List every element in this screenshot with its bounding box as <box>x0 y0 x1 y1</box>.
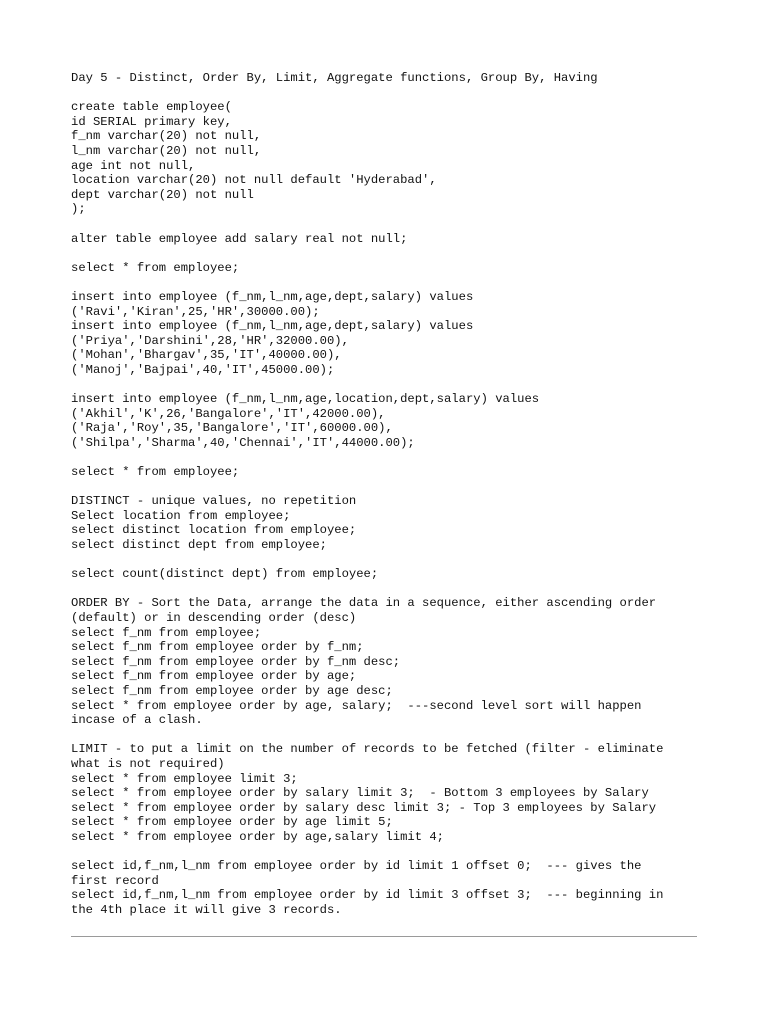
text-line: select distinct dept from employee; <box>71 538 327 552</box>
text-line: insert into employee (f_nm,l_nm,age,dept,salary) values <box>71 289 474 304</box>
section-heading-distinct: DISTINCT - unique values, no repetition <box>71 494 357 509</box>
text-line: select * from employee order by salary limit 3; - Bottom 3 employees by Salary <box>71 786 649 801</box>
text-line: insert into employee (f_nm,l_nm,age,dept,salary) values <box>71 319 474 334</box>
text-line: (default) or in descending order (desc) <box>71 610 357 625</box>
blank-line <box>71 728 697 743</box>
text-line: select f_nm from employee order by age desc; <box>71 683 393 698</box>
text-line: Select location from employee; <box>71 508 291 523</box>
text-line: create table employee( <box>71 100 232 115</box>
text-line: ('Ravi','Kiran',25,'HR',30000.00); <box>71 304 320 319</box>
text-line: select * from employee order by age, salary; ---second level sort will happen <box>71 698 642 713</box>
text-line: incase of a clash. <box>71 713 203 728</box>
text-line: select * from employee order by age limit 5; <box>71 815 393 830</box>
text-line: ('Raja','Roy',35,'Bangalore','IT',60000.00), <box>71 421 393 436</box>
blank-line <box>71 450 697 465</box>
section-heading-order-by: ORDER BY - Sort the Data, arrange the data in a sequence, either ascending order <box>71 596 657 611</box>
text-line: ('Priya','Darshini',28,'HR',32000.00), <box>71 333 349 348</box>
text-line: dept varchar(20) not null <box>71 187 254 202</box>
text-line: select * from employee limit 3; <box>71 771 298 786</box>
document-title: Day 5 - Distinct, Order By, Limit, Aggregate functions, Group By, Having <box>71 71 598 85</box>
blank-line <box>71 844 697 859</box>
text-line: location varchar(20) not null default 'Hyderabad', <box>71 173 437 188</box>
blank-line <box>71 86 697 101</box>
text-line: id SERIAL primary key, <box>71 114 232 129</box>
text-line: select f_nm from employee order by f_nm desc; <box>71 654 401 669</box>
blank-line <box>71 582 697 597</box>
text-line: ('Manoj','Bajpai',40,'IT',45000.00); <box>71 362 335 377</box>
document-body <box>71 71 697 917</box>
text-line: first record <box>71 873 159 888</box>
text-line: f_nm varchar(20) not null, <box>71 129 262 144</box>
blank-line <box>71 217 697 232</box>
text-line: l_nm varchar(20) not null, <box>71 143 262 158</box>
text-line: select id,f_nm,l_nm from employee order by id limit 3 offset 3; --- beginning in <box>71 888 664 903</box>
blank-line <box>71 275 697 290</box>
text-line: select f_nm from employee order by age; <box>71 669 357 684</box>
text-line: select * from employee; <box>71 465 240 480</box>
blank-line <box>71 480 697 495</box>
text-line: ); <box>71 202 86 217</box>
text-line: select * from employee order by age,salary limit 4; <box>71 829 444 844</box>
text-line: insert into employee (f_nm,l_nm,age,location,dept,salary) values <box>71 392 540 407</box>
text-line: the 4th place it will give 3 records. <box>71 902 342 917</box>
blank-line <box>71 553 697 568</box>
text-line: select * from employee order by salary desc limit 3; - Top 3 employees by Salary <box>71 800 657 815</box>
text-line: ('Akhil','K',26,'Bangalore','IT',42000.00), <box>71 406 386 421</box>
blank-line <box>71 246 697 261</box>
bottom-divider <box>71 936 697 937</box>
text-line: select distinct location from employee; <box>71 523 357 538</box>
text-line: select * from employee; <box>71 260 240 275</box>
text-line: ('Shilpa','Sharma',40,'Chennai','IT',44000.00); <box>71 435 415 450</box>
text-line: age int not null, <box>71 158 196 173</box>
text-line: select id,f_nm,l_nm from employee order by id limit 1 offset 0; --- gives the <box>71 859 642 874</box>
section-heading-limit: LIMIT - to put a limit on the number of records to be fetched (filter - eliminate <box>71 742 664 757</box>
text-line: ('Mohan','Bhargav',35,'IT',40000.00), <box>71 348 342 363</box>
text-line: select count(distinct dept) from employee; <box>71 567 379 582</box>
blank-line <box>71 377 697 392</box>
text-line: alter table employee add salary real not null; <box>71 231 408 246</box>
text-line: select f_nm from employee order by f_nm; <box>71 640 364 655</box>
text-line: select f_nm from employee; <box>71 625 262 640</box>
text-line: what is not required) <box>71 756 225 771</box>
